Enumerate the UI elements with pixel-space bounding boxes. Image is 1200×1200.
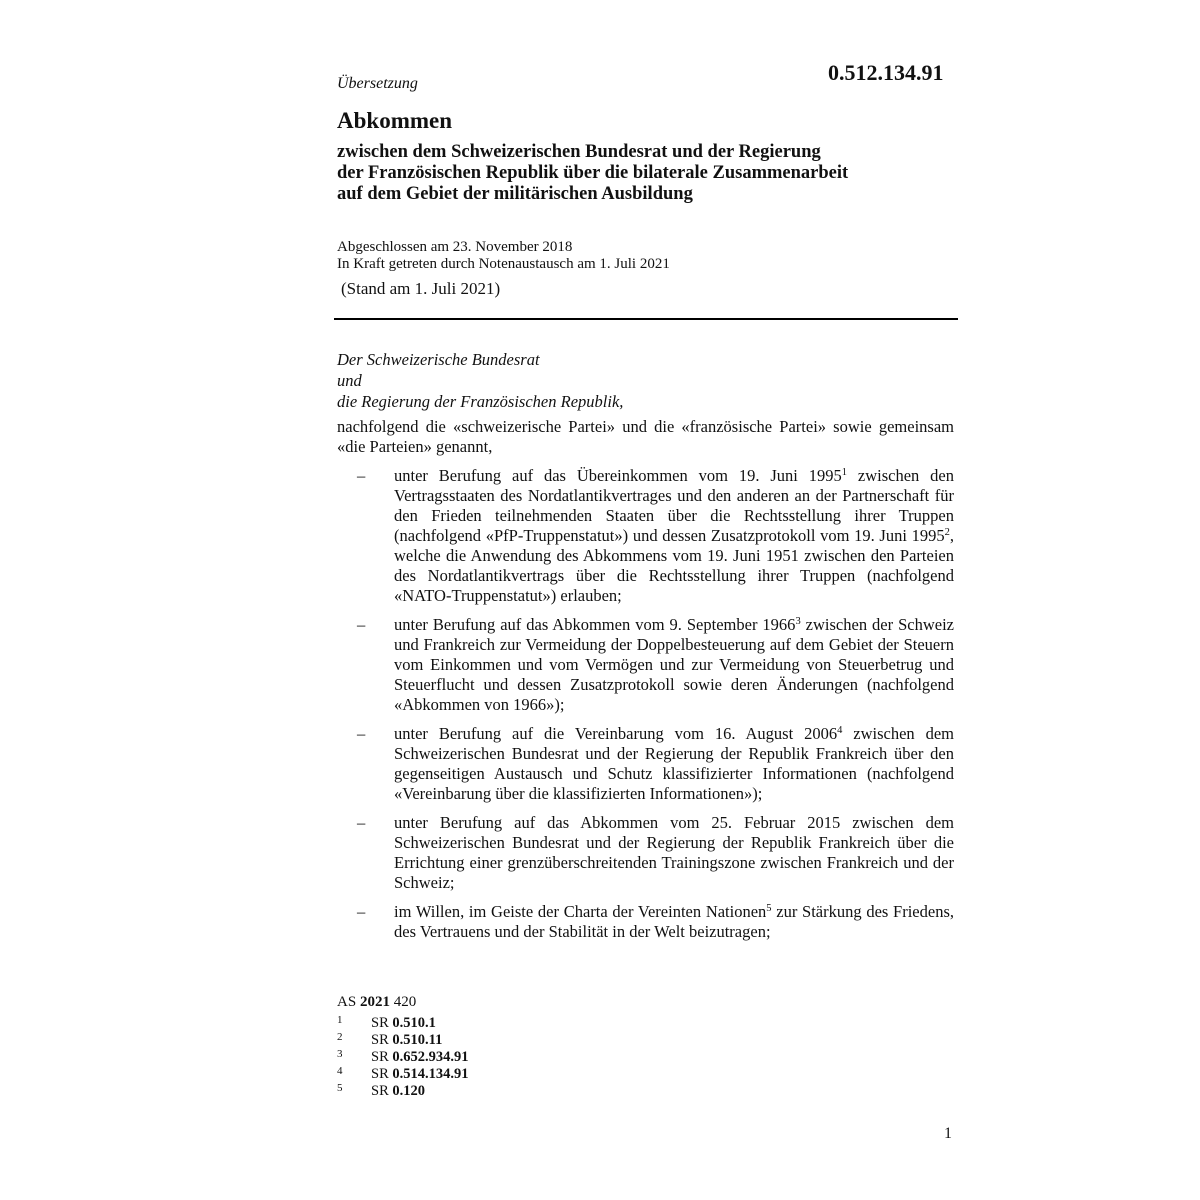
footnote-ref-number: 0.120 [392, 1083, 425, 1099]
list-item [337, 902, 954, 942]
dash-marker: – [357, 813, 366, 832]
as-reference [337, 994, 416, 1011]
concluded-date: Abgeschlossen am 23. November 2018 [337, 239, 573, 255]
item-text: zur Stärkung des Friedens, des Vertrauens und der Stabilität in der Welt beizutragen; [394, 902, 954, 941]
as-year: 2021 [359, 994, 390, 1010]
footnote-prefix: SR [371, 1015, 389, 1031]
page-number: 1 [944, 1125, 952, 1142]
item-text: , welche die Anwendung des Abkommens vom 19. Juni 1951 zwischen den Parteien des Nordatlantikvertrags über die Rechtsstellung ihrer Truppen (nachfolgend «NATO-Truppenstatut») erlauben; [394, 526, 954, 605]
footnote-prefix: SR [371, 1083, 389, 1099]
footnote-prefix: SR [371, 1032, 389, 1048]
footnote-prefix: SR [371, 1066, 389, 1082]
footnote-ref: 4 [837, 725, 843, 736]
dash-marker: – [357, 902, 366, 921]
footnote [337, 1066, 469, 1083]
footnote-ref: 2 [944, 527, 950, 538]
as-page: 420 [393, 994, 417, 1010]
footnote-number: 1 [337, 1014, 343, 1026]
footnote [337, 1015, 469, 1032]
dash-marker: – [357, 466, 366, 485]
item-text: zwischen den Vertragsstaaten des Nordatlantikvertrages und den anderen an der Partnerschaft für den Frieden teilnehmenden Staaten über die Rechtsstellung ihrer Truppen (nachfolgend «PfP-Truppenstatut») und dessen Zusatzprotokoll vom 19. Juni 1995 [394, 466, 954, 545]
party-line: die Regierung der Französischen Republik, [337, 392, 624, 411]
footnote-number: 5 [337, 1082, 343, 1094]
footnote [337, 1083, 469, 1100]
translation-label: Übersetzung [337, 75, 418, 92]
footnote-number: 3 [337, 1048, 343, 1060]
list-item [337, 724, 954, 804]
footnote-number: 2 [337, 1031, 343, 1043]
as-prefix: AS [337, 994, 357, 1010]
document-title: Abkommen [337, 108, 453, 133]
footnote [337, 1049, 469, 1066]
item-text: unter Berufung auf das Übereinkommen vom 19. Juni 1995 [394, 466, 842, 485]
footnotes [337, 1015, 469, 1100]
item-text: unter Berufung auf das Abkommen vom 9. September 1966 [394, 615, 796, 634]
footnote-ref: 3 [795, 616, 801, 627]
document-subtitle [337, 142, 957, 205]
list-item [337, 615, 954, 715]
footnote-prefix: SR [371, 1049, 389, 1065]
footnote-number: 4 [337, 1065, 343, 1077]
item-text: zwischen dem Schweizerischen Bundesrat und der Regierung der Republik Frankreich über den gegenseitigen Austausch und Schutz klassifizierter Informationen (nachfolgend «Vereinbarung über die klassifizierten Informationen»); [394, 724, 954, 803]
item-text: unter Berufung auf die Vereinbarung vom 16. August 2006 [394, 724, 838, 743]
list-item [337, 466, 954, 606]
dash-marker: – [357, 615, 366, 634]
footnote-ref-number: 0.514.134.91 [392, 1066, 469, 1082]
subtitle-line: der Französischen Republik über die bilaterale Zusammenarbeit [337, 163, 849, 183]
footnote-ref-number: 0.510.1 [392, 1015, 436, 1031]
item-text: zwischen der Schweiz und Frankreich zur Vermeidung der Doppelbesteuerung auf dem Gebiet der Steuern vom Einkommen und vom Vermögen und zur Vermeidung von Steuerbetrug und Steuerflucht und dessen Zusatzprotokoll sowie deren Änderungen (nachfolgend «Abkommen von 1966»); [394, 615, 954, 714]
list-item [337, 813, 954, 893]
subtitle-line: auf dem Gebiet der militärischen Ausbildung [337, 184, 693, 204]
item-text: im Willen, im Geiste der Charta der Vereinten Nationen [394, 902, 767, 921]
sr-number: 0.512.134.91 [828, 60, 944, 85]
parties-block [337, 349, 623, 412]
footnote-ref-number: 0.510.11 [392, 1032, 443, 1048]
footnote-ref: 1 [841, 467, 847, 478]
footnote [337, 1032, 469, 1049]
in-force-date: In Kraft getreten durch Notenaustausch am 1. Juli 2021 [337, 256, 670, 272]
party-line: und [337, 371, 362, 390]
document-meta [337, 239, 670, 273]
subtitle-line: zwischen dem Schweizerischen Bundesrat und der Regierung [337, 142, 821, 162]
party-line: Der Schweizerische Bundesrat [337, 350, 540, 369]
intro-paragraph: nachfolgend die «schweizerische Partei» und die «französische Partei» sowie gemeinsam «die Parteien» genannt, [337, 417, 954, 456]
footnote-ref: 5 [766, 903, 772, 914]
preamble-list [337, 466, 954, 951]
dash-marker: – [357, 724, 366, 743]
header-divider [334, 318, 958, 320]
footnote-ref-number: 0.652.934.91 [392, 1049, 469, 1065]
status-date: (Stand am 1. Juli 2021) [341, 279, 501, 298]
item-text: unter Berufung auf das Abkommen vom 25. Februar 2015 zwischen dem Schweizerischen Bundesrat und der Regierung der Republik Frankreich über die Errichtung einer grenzüberschreitenden Trainingszone zwischen Frankreich und der Schweiz; [394, 813, 954, 892]
